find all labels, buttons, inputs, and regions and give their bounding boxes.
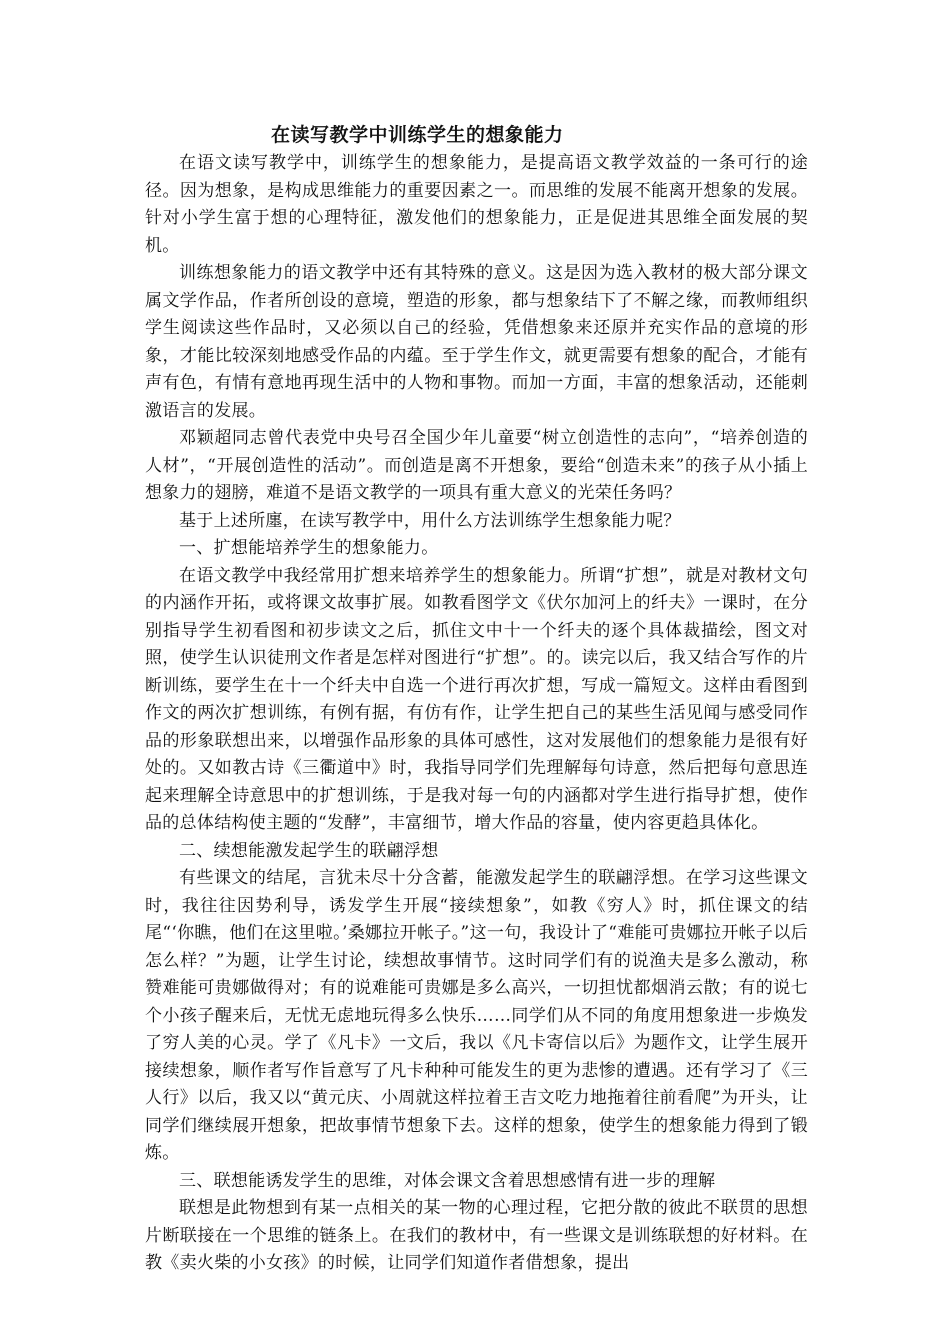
section-1-heading: 一、扩想能培养学生的想象能力。	[179, 538, 439, 558]
section-3-paragraph: 联想是此物想到有某一点相关的某一物的心理过程，它把分散的彼此不联贯的思想片断联接在一个思维的链条上。在我们的教材中，有一些课文是训练联想的好材料。在教《卖火柴的小女孩》的时候，让同学们知道作者借想象，提出	[145, 1198, 808, 1273]
section-2-paragraph: 有些课文的结尾，言犹未尽十分含蓄，能激发起学生的联翩浮想。在学习这些课文时，我往往因势利导，诱发学生开展“接续想象”，如教《穷人》时，抓住课文的结尾“‘你瞧，他们在这里啦。’桑娜拉开帐子。”这一句，我设计了“难能可贵娜拉开帐子以后怎么样？”为题，让学生讨论，续想故事情节。这时同学们有的说渔夫是多么激动，称赞难能可贵娜做得对；有的说难能可贵娜是多么高兴，一切担忧都烟消云散；有的说七个小孩子醒来后，无忧无虑地玩得多么快乐……同学们从不同的角度用想象进一步焕发了穷人美的心灵。学了《凡卡》一文后，我以《凡卡寄信以后》为题作文，让学生展开接续想象，顺作者写作旨意写了凡卡种种可能发生的更为悲惨的遭遇。还有学习了《三人行》以后，我又以“黄元庆、小周就这样拉着王吉文吃力地拖着往前看爬”为开头，让同学们继续展开想象，把故事情节想象下去。这样的想象，使学生的想象能力得到了锻炼。	[145, 868, 808, 1163]
section-2-heading: 二、续想能激发起学生的联翩浮想	[179, 840, 439, 861]
intro-paragraph-1: 在语文读写教学中，训练学生的想象能力，是提高语文教学效益的一条可行的途径。因为想象，是构成思维能力的重要因素之一。而思维的发展不能离开想象的发展。针对小学生富于想的心理特征，激发他们的想象能力，正是促进其思维全面发展的契机。	[145, 153, 808, 256]
intro-paragraph-3: 邓颖超同志曾代表党中央号召全国少年儿童要“树立创造性的志向”，“培养创造的人材”，“开展创造性的活动”。而创造是离不开想象，要给“创造未来”的孩子从小插上想象力的翅膀，难道不是语文教学的一项具有重大意义的光荣任务吗？	[145, 428, 808, 503]
section-1-paragraph: 在语文教学中我经常用扩想来培养学生的想象能力。所谓“扩想”，就是对教材文句的内涵作开拓，或将课文故事扩展。如教看图学文《伏尔加河上的纤夫》一课时，在分别指导学生初看图和初步读文之后，抓住文中十一个纤夫的逐个具体裁描绘，图文对照，使学生认识徒刑文作者是怎样对图进行“扩想”。的。读完以后，我又结合写作的片断训练，要学生在十一个纤夫中自选一个进行再次扩想，写成一篇短文。这样由看图到作文的两次扩想训练，有例有据，有仿有作，让学生把自己的某些生活见闻与感受同作品的形象联想出来，以增强作品形象的具体可感性，这对发展他们的想象能力是很有好处的。又如教古诗《三衢道中》时，我指导同学们先理解每句诗意，然后把每句意思连起来理解全诗意思中的扩想训练，于是我对每一句的内涵都对学生进行指导扩想，使作品的总体结构使主题的“发酵”，丰富细节，增大作品的容量，使内容更趋具体化。	[145, 565, 808, 833]
document-title: 在读写教学中训练学生的想象能力	[271, 124, 564, 146]
intro-paragraph-4: 基于上述所廛，在读写教学中，用什么方法训练学生想象能力呢？	[179, 510, 681, 531]
intro-paragraph-2: 训练想象能力的语文教学中还有其特殊的意义。这是因为选入教材的极大部分课文属文学作品，作者所创设的意境，塑造的形象，都与想象结下了不解之缘，而教师组织学生阅读这些作品时，又必须以自己的经验，凭借想象来还原并充实作品的意境的形象，才能比较深刻地感受作品的内蕴。至于学生作文，就更需要有想象的配合，才能有声有色，有情有意地再现生活中的人物和事物。而加一方面，丰富的想象活动，还能刺激语言的发展。	[145, 263, 808, 421]
document-page	[145, 120, 808, 1278]
section-3-heading: 三、联想能诱发学生的思维，对体会课文含着思想感情有进一步的理解	[179, 1170, 716, 1191]
